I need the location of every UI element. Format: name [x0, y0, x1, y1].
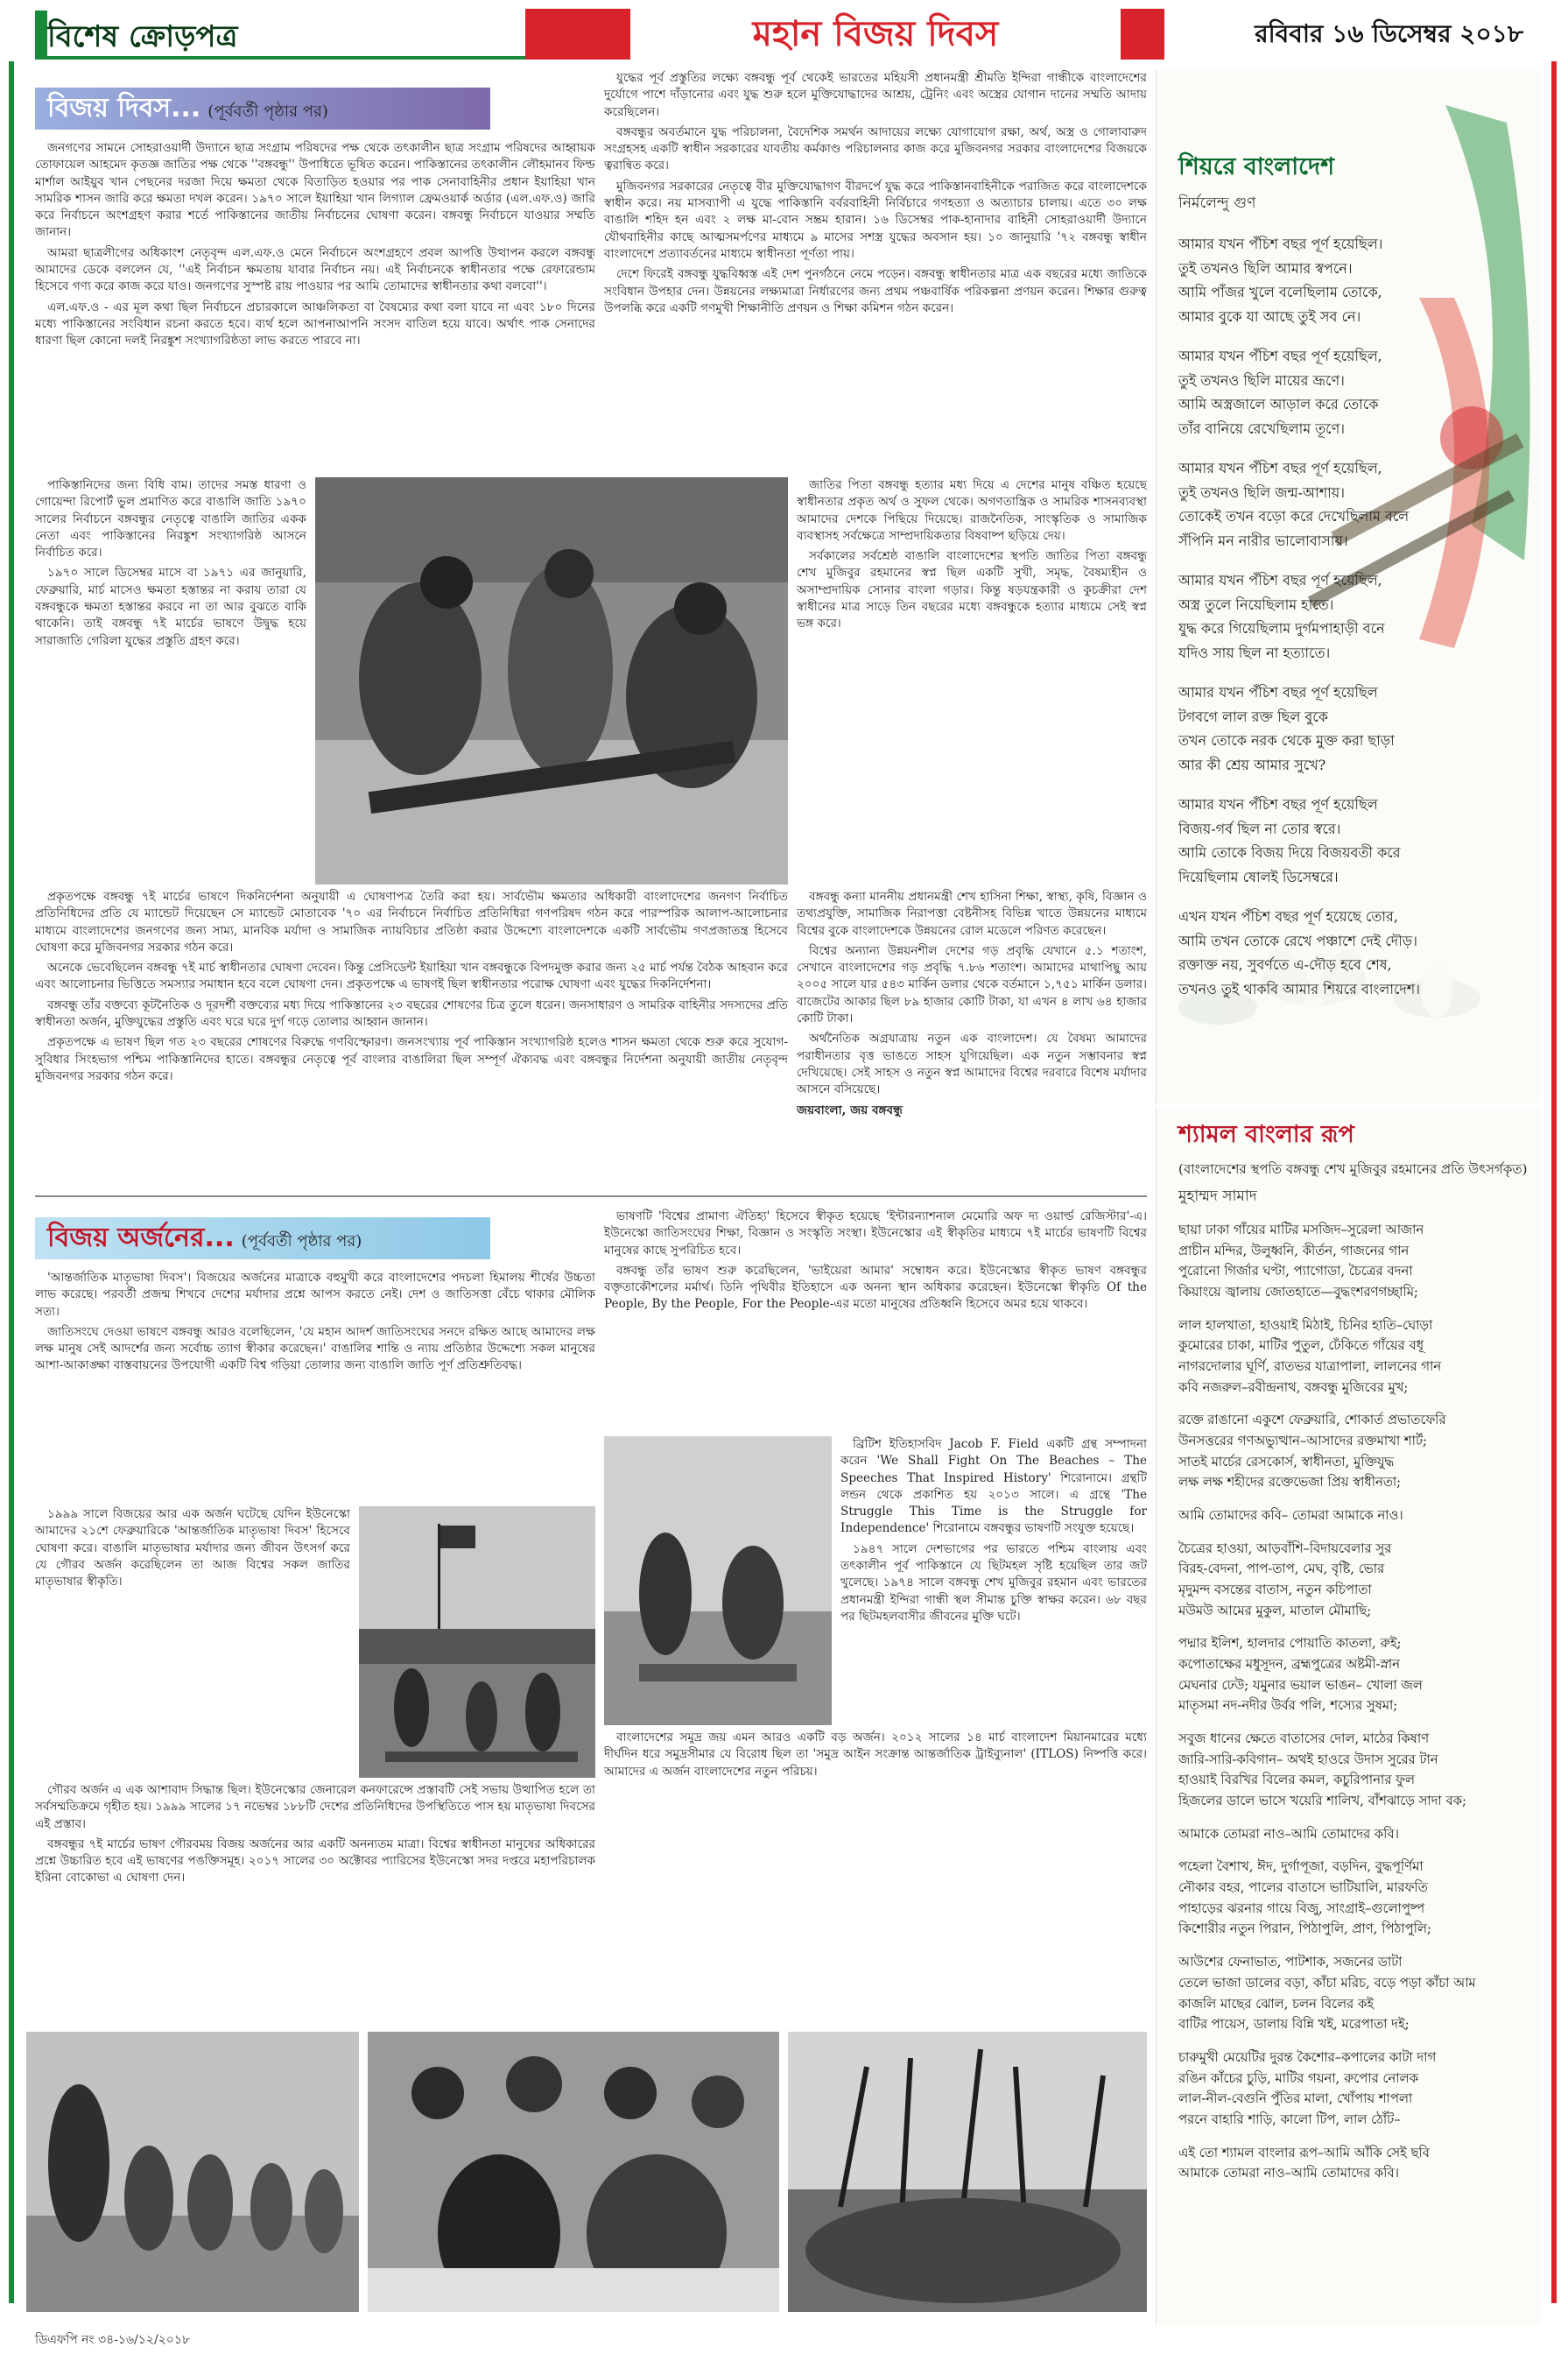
- poem-line: প্রাচীন মন্দির, উলুধ্বনি, কীর্তন, গাজনের গান: [1178, 1243, 1410, 1258]
- poem-line: নৌকার বহর, পালের বাতাসে ভাটিয়ালি, মারফতি: [1178, 1880, 1428, 1896]
- poem-stanza: [1178, 456, 1523, 553]
- article2-heading-bar: [35, 1217, 490, 1259]
- poem-line: তুই তখনও ছিলি জন্ম-আশায়।: [1178, 483, 1345, 501]
- poem-line: হাওয়াই বিরখির বিলের কমল, কচুরিপানার ফুল: [1178, 1773, 1415, 1788]
- poem-line: এই তো শ্যামল বাংলার রূপ–আমি আঁকি সেই ছবি: [1178, 2145, 1430, 2160]
- poem-line: পুরোনো গির্জার ঘণ্টা, প্যাগোডা, চৈত্রের বদনা: [1178, 1264, 1413, 1279]
- poem-line: মেঘনার ঢেউ; যমুনার ভয়াল ভাঙন– খোলা জল: [1178, 1677, 1423, 1693]
- poem-line: কিশোরীর নতুন পিরান, পিঠাপুলি, প্রাণ, পিঠাপুলি;: [1178, 1921, 1431, 1937]
- poem-line: টগবগে লাল রক্ত ছিল বুকে: [1178, 708, 1328, 725]
- poem-stanza: [1178, 1857, 1529, 1940]
- poem-line: আউশের ফেনাভাত, পাটশাক, সজনের ডাটা: [1178, 1955, 1403, 1970]
- poem-line: আমি পাঁজর খুলে বলেছিলাম তোকে,: [1178, 284, 1382, 301]
- poem-stanza: [1178, 1220, 1529, 1303]
- poem-line: মউমউ আমের মুকুল, মাতাল মৌমাছি;: [1178, 1603, 1372, 1618]
- article1-para: এল.এফ.ও - এর মূল কথা ছিল নির্বাচনে প্রচারকালে আঞ্চলিকতা বা বৈষম্যের কথা বলা যাবে না এবং ১৮০ দিনের মধ্যে পাকিস্তানের সংবিধান রচনা করতে হবে। ব্যর্থ হলে আপনাআপনি সংসদ বাতিল হয়ে যাবে। অর্থাৎ পাক সেনাদের ধারণা ছিল কোনো দলই নিরঙ্কুশ সংখ্যাগরিষ্ঠতা লাভ করতে পারবে না।: [35, 300, 595, 349]
- poem-line: আমাকে তোমরা নাও–আমি তোমাদের কবি।: [1178, 1826, 1399, 1842]
- photo-victory-rifles: [788, 2032, 1147, 2312]
- article2-col1-bottom: [35, 1782, 595, 2019]
- poem-stanza: [1178, 1729, 1529, 1812]
- article1-col1-bottom: [35, 889, 788, 1187]
- poem-stanza: [1178, 1824, 1529, 1845]
- article2-heading: বিজয় অর্জনের...: [47, 1223, 235, 1253]
- article2-col1-top: [35, 1270, 595, 1502]
- photo-war-scene: [604, 1436, 832, 1725]
- photo-freedom-fighters-weapons: [315, 477, 788, 885]
- section-divider: [35, 1195, 1147, 1197]
- poem-line: তখন তোকে নরক থেকে মুক্ত করা ছাড়া: [1178, 732, 1395, 750]
- poem-stanza: [1178, 568, 1523, 665]
- photo-prisoners-line: [26, 2032, 359, 2312]
- poem-stanza: [1178, 1410, 1529, 1493]
- poem-line: তুই তখনও ছিলি মায়ের ভ্রূণে।: [1178, 371, 1345, 389]
- article2-col2-bottom: [604, 1730, 1147, 2019]
- poem2-title: শ্যামল বাংলার রূপ: [1178, 1121, 1354, 1148]
- poem-line: আর কী শ্রেয় আমার সুখে?: [1178, 756, 1326, 773]
- poem-line: আমাকে তোমরা নাও–আমি তোমাদের কবি।: [1178, 2166, 1399, 2181]
- poem-stanza: [1178, 1952, 1529, 2035]
- footer-code: ডিএফপি নং ৩৪-১৬/১২/২০১৮: [35, 2333, 191, 2347]
- poem1-panel: [1156, 70, 1541, 1103]
- poem-line: বিরহ-বেদনা, পাপ-তাপ, মেঘ, বৃষ্টি, ভোর: [1178, 1561, 1385, 1577]
- poem-line: পদ্মার ইলিশ, হালদার পোয়াতি কাতলা, রুই;: [1178, 1636, 1402, 1652]
- poem-line: বাটির পায়েস, ডালায় বিন্নি খই, মরেপাতা দই;: [1178, 2017, 1410, 2033]
- poem-line: আমার যখন পঁচিশ বছর পূর্ণ হয়েছিল,: [1178, 348, 1382, 365]
- poem-line: চারুমুখী মেয়েটির দুরন্ত কৈশোর–কপালের কাটা দাগ: [1178, 2049, 1437, 2065]
- poem-line: ছায়া ঢাকা গাঁয়ের মাটির মসজিদ–সুরেলা আজান: [1178, 1223, 1424, 1237]
- poem-stanza: [1178, 1315, 1529, 1399]
- header-date: রবিবার ১৬ ডিসেম্বর ২০১৮: [1255, 19, 1523, 48]
- header-green-bar: [35, 11, 47, 58]
- poem-line: নাগরদোলার ঘূর্ণি, রাতভর যাত্রাপালা, লালনের গান: [1178, 1359, 1442, 1375]
- article1-para: বিশ্বের অন্যান্য উন্নয়নশীল দেশের গড় প্রবৃদ্ধি যেখানে ৫.১ শতাংশ, সেখানে বাংলাদেশের গড় প্রবৃদ্ধি ৭.৮৬ শতাংশ। আমাদের মাথাপিছু আয় ২০০৫ সালে যার ৫৪৩ মার্কিন ডলার থেকে বর্তমানে ১,৭৫১ মার্কিন ডলার। বাজেটের আকার ছিল ৮৯ হাজার কোটি টাকা, যা এখন ৪ লাখ ৬৪ হাজার কোটি টাকা।: [797, 943, 1147, 1026]
- header-section-label: বিশেষ ক্রোড়পত্র: [47, 19, 238, 54]
- article2-col2-beside-photo: [840, 1436, 1147, 1725]
- poem-line: সবুজ ধানের ক্ষেতে বাতাসের দোল, মাঠের কিষাণ: [1178, 1731, 1430, 1747]
- poem-line: পরনে বাহারি শাড়ি, কালো টিপ, লাল ঠোঁট–: [1178, 2111, 1401, 2127]
- poem-line: লাল হালখাতা, হাওয়াই মিঠাই, চিনির হাতি–ঘোড়া: [1178, 1317, 1433, 1333]
- poem-line: পাহাড়ের ঝরনার গায়ে বিজু, সাংগ্রাই–গুলোপুষ্প: [1178, 1900, 1424, 1916]
- article1-para: সর্বকালের সর্বশ্রেষ্ঠ বাঙালি বাংলাদেশের স্থপতি জাতির পিতা বঙ্গবন্ধু শেখ মুজিবুর রহমানের স্বপ্ন ছিল একটি সুখী, সমৃদ্ধ, বৈষম্যহীন ও অসাম্প্রদায়িক সোনার বাংলা গড়ার। কিন্তু ষড়যন্ত্রকারী ও কুচক্রীরা দেশ স্বাধীনের মাত্র সাড়ে তিন বছরের মধ্যে বঙ্গবন্ধুকে হত্যার মাধ্যমে সেই স্বপ্ন ভঙ্গ করে।: [797, 549, 1147, 631]
- article2-para: ব্রিটিশ ইতিহাসবিদ Jacob F. Field একটি গ্রন্থ সম্পাদনা করেন 'We Shall Fight On The Beaches – The Speeches That Inspired History' শিরোনামে। গ্রন্থটি লন্ডন থেকে প্রকাশিত হয় ২০১৩ সালে। এ গ্রন্থে 'The Struggle This Time is the Struggle for Independence' শিরোনামে বঙ্গবন্ধুর ভাষণটি সংযুক্ত হয়েছে।: [840, 1437, 1147, 1536]
- poem-line: লক্ষ লক্ষ শহীদের রক্তেভেজা প্রিয় স্বাধীনতা;: [1178, 1475, 1402, 1491]
- header-title-box: [630, 9, 1121, 60]
- article1-col2-beside-photo: [797, 477, 1147, 889]
- article1-para: জনগণের সামনে সোহরাওয়ার্দী উদ্যানে ছাত্র সংগ্রাম পরিষদের পক্ষ থেকে তৎকালীন ছাত্র সংগ্রাম পরিষদের আহ্বায়ক তোফায়েল আহমেদ কৃতজ্ঞ জাতির পক্ষ থেকে ''বঙ্গবন্ধু'' উপাধিতে ভূষিত করেন। পাকিস্তানের তৎকালীন লৌহমানব ফিল্ড মার্শাল আইয়ুব খান পেছনের দরজা দিয়ে ক্ষমতা থেকে বিতাড়িত হওয়ার পর পাক সেনাবাহিনীর প্রধান ইয়াহিয়া খান সামরিক শাসন জারি করে ক্ষমতা দখল করেন। ১৯৭০ সালে ইয়াহিয়া খান লিগ্যাল ফ্রেমওয়ার্ক অর্ডার (এল.এফ.ও) জারি করে নির্বাচনে অংশগ্রহণ করার শর্তে পাকিস্তানের জাতীয় নির্বাচনের ঘোষণা করেন। বঙ্গবন্ধু নির্বাচনে যাওয়ার সম্মতি জানান।: [35, 141, 595, 240]
- article1-para: অর্থনৈতিক অগ্রযাত্রায় নতুন এক বাংলাদেশ। যে বৈষম্য আমাদের পরাধীনতার বৃত্ত ভাঙতে সাহস যুগিয়েছিল। এক নতুন সম্ভাবনার স্বপ্ন দেখিয়েছে। সেই সাহস ও নতুন স্বপ্ন আমাদের বিশ্বের দরবারে বিশেষ মর্যাদার আসনে বসিয়েছে।: [797, 1032, 1147, 1097]
- poem-line: আমি তোমাদের কবি– তোমরা আমাকে নাও।: [1178, 1508, 1403, 1524]
- poem-line: রঙিন কাঁচের চুড়ি, মাটির গয়না, রুপোর নোলক: [1178, 2070, 1418, 2086]
- article1-para: দেশে ফিরেই বঙ্গবন্ধু যুদ্ধবিধ্বস্ত এই দেশ পুনর্গঠনে নেমে পড়েন। বঙ্গবন্ধু স্বাধীনতার মাত্র এক বছরের মধ্যে জাতিকে সংবিধান উপহার দেন। উন্নয়নের লক্ষ্যমাত্রা নির্ধারণের জন্য প্রথম পঞ্চবার্ষিক পরিকল্পনা প্রণয়ন করেন। শিক্ষার গুরুত্ব উপলব্ধি করে একটি গণমুখী শিক্ষানীতি প্রণয়ন ও শিক্ষা কমিশন গঠন করেন।: [604, 267, 1147, 315]
- poem-line: আমি তোকে বিজয় দিয়ে বিজয়বতী করে: [1178, 844, 1401, 862]
- article1-para: প্রকৃতপক্ষে বঙ্গবন্ধু ৭ই মার্চের ভাষণে দিকনির্দেশনা অনুযায়ী এ ঘোষণাপত্র তৈরি করা হয়। সার্বভৌম ক্ষমতার অধিকারী বাংলাদেশের জনগণ নির্বাচিত প্রতিনিধিদের প্রতি যে ম্যান্ডেট দিয়েছেন সে ম্যান্ডেট মোতাবেক '৭০ এর নির্বাচনে নির্বাচিত প্রতিনিধিরা গণপরিষদ গঠন করে পারস্পরিক আলাপ-আলোচনার মাধ্যমে বাংলাদেশের জনগণের জন্য সাম্য, মানবিক মর্যাদা ও সামাজিক ন্যায়বিচার প্রতিষ্ঠা করার উদ্দেশ্যে বাংলাদেশকে একটি সার্বভৌম গণপ্রজাতন্ত্র হিসেবে ঘোষণা করে মুজিবনগর সরকার গঠন করে।: [35, 890, 788, 955]
- poem-line: কুমোরের চাকা, মাটির পুতুল, ঢেঁকিতে গাঁয়ের বধূ: [1178, 1338, 1424, 1354]
- article2-para: বঙ্গবন্ধুর ৭ই মার্চের ভাষণ গৌরবময় বিজয় অর্জনের আর একটি অনন্যতম মাত্রা। বিশ্বের স্বাধীনতা মানুষের অধিকারের প্রশ্নে উচ্চারিত হবে এই ভাষণের পঙক্তিসমূহ। ২০১৭ সালের ৩০ অক্টোবর প্যারিসের ইউনেস্কো সদর দপ্তরে মহাপরিচালক ইরিনা বোকোভা এ ঘোষণা দেন।: [35, 1836, 595, 1885]
- article2-para: ১৯৪৭ সালে দেশভাগের পর ভারতে পশ্চিম বাংলায় এবং তৎকালীন পূর্ব পাকিস্তানে যে ছিটমহল সৃষ্টি হয়েছিল তার জট খুলেছে। ১৯৭৪ সালে বঙ্গবন্ধু শেখ মুজিবুর রহমান এবং ভারতের প্রধানমন্ত্রী ইন্দিরা গান্ধী স্থল সীমান্ত চুক্তি স্বাক্ষর করেন। ৬৮ বছর পর ছিটমহলবাসীর জীবনের মুক্তি ঘটে।: [840, 1541, 1147, 1624]
- poem-line: এখন যখন পঁচিশ বছর পূর্ণ হয়েছে তোর,: [1178, 908, 1398, 926]
- poem-line: পহেলা বৈশাখ, ঈদ, দুর্গাপূজা, বড়দিন, বুদ্ধপূর্ণিমা: [1178, 1859, 1424, 1875]
- article1-para: জাতির পিতা বঙ্গবন্ধু হত্যার মধ্য দিয়ে এ দেশের মানুষ বঞ্চিত হয়েছে স্বাধীনতার প্রকৃত অর্থ ও সুফল থেকে। অগণতান্ত্রিক ও সামরিক শাসনব্যবস্থা আমাদের দেশকে পিছিয়ে দিয়েছে। রাজনৈতিক, সাংস্কৃতিক ও সামাজিক ব্যবস্থাসহ সর্বক্ষেত্রে সাম্প্রদায়িকতার বিষবাষ্প ছড়িয়ে দেয়।: [797, 478, 1147, 543]
- poem-line: কবি নজরুল–রবীন্দ্রনাথ, বঙ্গবন্ধু মুজিবের মুখ;: [1178, 1379, 1409, 1395]
- poem-stanza: [1178, 344, 1523, 440]
- article1-col2-top: [604, 70, 1147, 473]
- article1-col2-bottom: [797, 889, 1147, 1178]
- poem-line: আমার বুকে যা আছে তুই সব নে।: [1178, 307, 1361, 325]
- article1-para: ১৯৭০ সালে ডিসেম্বর মাসে বা ১৯৭১ এর জানুয়ারি, ফেব্রুয়ারি, মার্চ মাসেও ক্ষমতা হস্তান্তর না করায় তারা যে বঙ্গবন্ধুকে ক্ষমতা হস্তান্তর করবে না তা আর বুঝতে বাকি থাকেনি। তাই বঙ্গবন্ধু ৭ই মার্চের ভাষণে উদ্বুদ্ধ হয়ে সারাজাতি গেরিলা যুদ্ধের প্রস্তুতি গ্রহণ করে।: [35, 566, 306, 648]
- poem-line: চৈত্রের হাওয়া, আড়বাঁশি–বিদায়বেলার সুর: [1178, 1540, 1392, 1556]
- poem-line: আমার যখন পঁচিশ বছর পূর্ণ হয়েছিল,: [1178, 572, 1382, 589]
- article1-continued: (পূর্ববর্তী পৃষ্ঠার পর): [207, 102, 328, 121]
- poem-stanza: [1178, 680, 1523, 777]
- article1-heading: বিজয় দিবস...: [47, 93, 201, 123]
- article1-heading-bar: [35, 88, 490, 130]
- poem-line: তেলে ভাজা ডালের বড়া, কাঁচা মরিচ, বড়ে পড়া কাঁচা আম: [1178, 1975, 1476, 1991]
- poem-line: উনসত্তরের গণঅভ্যুত্থান–আসাদের রক্তমাখা শার্ট;: [1178, 1434, 1427, 1449]
- poem1-body: [1178, 232, 1523, 1001]
- poem-stanza: [1178, 2143, 1529, 2184]
- poem2-body: [1178, 1220, 1529, 2184]
- poem-stanza: [1178, 905, 1523, 1001]
- article1-para: প্রকৃতপক্ষে এ ভাষণ ছিল গত ২৩ বছরের শোষণের বিরুদ্ধে গণবিস্ফোরণ। জনসংখ্যায় পূর্ব পাকিস্তান সংখ্যাগরিষ্ঠ হলেও শাসন ক্ষমতা থেকে শুরু করে সুযোগ-সুবিধার সিংহভাগ পশ্চিম পাকিস্তানিদের হাতে। বঙ্গবন্ধুর নেতৃত্বে পূর্ব বাংলার বাঙালিরা ছিল সম্পূর্ণ ঐক্যবদ্ধ এবং বঙ্গবন্ধুর নির্দেশনা অনুযায়ী জাতীয় নেতৃবৃন্দ মুজিবনগর সরকার গঠন করে।: [35, 1035, 788, 1083]
- poem-line: সঁপিনি মন নারীর ভালোবাসায়।: [1178, 532, 1348, 549]
- poem2-panel: [1156, 1108, 1541, 2325]
- poem-line: দিয়েছিলাম ষোলই ডিসেম্বরে।: [1178, 868, 1339, 885]
- poem-line: তোকেই তখন বড়ো করে দেখেছিলাম বলে: [1178, 508, 1410, 525]
- article2-col2-top: [604, 1209, 1147, 1427]
- poem-stanza: [1178, 1505, 1529, 1526]
- article1-para: বঙ্গবন্ধু কন্যা মাননীয় প্রধানমন্ত্রী শেখ হাসিনা শিক্ষা, স্বাস্থ্য, কৃষি, বিজ্ঞান ও তথ্যপ্রযুক্তি, সামাজিক নিরাপত্তা বেষ্টনীসহ বিভিন্ন খাতে উন্নয়নের মাধ্যমে বিশ্বের বুকে বাংলাদেশকে উন্নয়নের রোল মডেলে পরিণত করেছেন।: [797, 890, 1147, 938]
- header-title: মহান বিজয় দিবস: [752, 14, 999, 54]
- article1-para: অনেকে ভেবেছিলেন বঙ্গবন্ধু ৭ই মার্চ স্বাধীনতার ঘোষণা দেবেন। কিন্তু প্রেসিডেন্ট ইয়াহিয়া খান বঙ্গবন্ধুকে বিপদমুক্ত করার জন্য ২৫ মার্চ পর্যন্ত বৈঠক আহবান করে এবং আলোচনার ভিত্তিতে সমস্যার সমাধান হবে বলে ঘোষণা দেন। প্রকৃতপক্ষে এ ভাষণই ছিল স্বাধীনতার পরোক্ষ ঘোষণা এবং যুদ্ধের দিকনির্দেশনা।: [35, 961, 788, 992]
- poem1-author: নির্মলেন্দু গুণ: [1178, 194, 1256, 212]
- poem-line: সাতই মার্চের রেসকোর্স, স্বাধীনতা, মুক্তিযুদ্ধ: [1178, 1454, 1395, 1469]
- poem-line: কিয়াংয়ে জ্বালায় জোতহাতে—বুদ্ধংশরণগচ্ছামি;: [1178, 1285, 1418, 1300]
- poem2-subtitle: (বাংলাদেশের স্থপতি বঙ্গবন্ধু শেখ মুজিবুর রহমানের প্রতি উৎসর্গকৃত): [1178, 1161, 1528, 1177]
- poem-line: আমার যখন পঁচিশ বছর পূর্ণ হয়েছিল,: [1178, 460, 1382, 477]
- article2-para: বঙ্গবন্ধু তাঁর ভাষণ শুরু করেছিলেন, 'ভাইয়েরা আমার' সম্বোধন করে। ইউনেস্কোর স্বীকৃত ভাষণ বঙ্গবন্ধুর বক্তৃতাকৌশলের মর্মার্থ। তিনি পৃথিবীর ইতিহাসে এক অনন্য স্থান অধিকার করেছেন। ইউনেস্কো স্বীকৃতি Of the People, By the People, For the People-এর মতো মানুষের প্রতিধ্বনি হিসেবে অমর হয়ে থাকবে।: [604, 1263, 1147, 1312]
- poem-line: আমার যখন পঁচিশ বছর পূর্ণ হয়েছিল: [1178, 796, 1378, 814]
- article1-para: যুদ্ধের পূর্ব প্রস্তুতির লক্ষ্যে বঙ্গবন্ধু পূর্ব থেকেই ভারতের মহিয়সী প্রধানমন্ত্রী শ্রীমতি ইন্দিরা গান্ধীকে বাংলাদেশের দুর্যোগে পাশে দাঁড়ানোর এবং যুদ্ধ শুরু হলে মুক্তিযোদ্ধাদের আশ্রয়, ট্রেনিং এবং অস্ত্রের যোগান দানের সম্মতি আদায় করেছিলেন।: [604, 71, 1147, 119]
- article2-para: গৌরব অর্জন এ এক আশাবাদ সিদ্ধান্ত ছিল। ইউনেস্কোর জেনারেল কনফারেন্সে প্রস্তাবটি সেই সভায় উত্থাপিত হলে তা সর্বসম্মতিক্রমে গৃহীত হয়। ১৯৯৯ সালের ১৭ নভেম্বর ১৮৮টি দেশের প্রতিনিধিদের উপস্থিতিতে পাস হয় মাতৃভাষা দিবসের এই প্রস্তাব।: [35, 1783, 595, 1831]
- header-date-box: [1164, 9, 1532, 60]
- article1-col1-beside-photo: [35, 477, 306, 836]
- article2-para: ১৯৯৯ সালে বিজয়ের আর এক অর্জন ঘটেছে যেদিন ইউনেস্কো আমাদের ২১শে ফেব্রুয়ারিকে 'আন্তর্জাতিক মাতৃভাষা দিবস' হিসেবে ঘোষণা করে। বাঙালি মাতৃভাষার মর্যাদার জন্য জীবন উৎসর্গ করে যে গৌরব অর্জন করেছিলেন তা আজ বিশ্বের সকল জাতির মাতৃভাষার স্বীকৃতি।: [35, 1507, 350, 1589]
- poem-line: রক্তে রাঙানো একুশে ফেব্রুয়ারি, শোকার্ত প্রভাতফেরি: [1178, 1413, 1446, 1428]
- poem-line: হিজলের ডালে ভাসে খয়েরি শালিখ, বাঁশঝাড়ে সাদা বক;: [1178, 1794, 1466, 1809]
- poem-line: মাতৃসমা নদ-নদীর উর্বর পলি, শস্যের সুষমা;: [1178, 1698, 1398, 1714]
- article1-para: বঙ্গবন্ধুর অবর্তমানে যুদ্ধ পরিচালনা, বৈদেশিক সমর্থন আদায়ের লক্ষ্যে যোগাযোগ রক্ষা, অর্থ, অস্ত্র ও গোলাবারুদ সংগ্রহসহ একটি স্বাধীন সরকারের যাবতীয় কর্মকাণ্ড পরিচালনার কাজ করে মুজিবনগর সরকার বাংলাদেশের বিজয়কে ত্বরান্বিত করে।: [604, 124, 1147, 173]
- poem-stanza: [1178, 793, 1523, 889]
- article1-para: আমরা ছাত্রলীগের অধিকাংশ নেতৃবৃন্দ এল.এফ.ও মেনে নির্বাচনে অংশগ্রহণে প্রবল আপত্তি উত্থাপন করলে বঙ্গবন্ধু আমাদের ডেকে বললেন যে, ''এই নির্বাচন ক্ষমতায় যাবার নির্বাচন নয়। এই নির্বাচনকে স্বাধীনতার পক্ষে রেফারেন্ডাম হিসেবে গণ্য করে কাজ করে যাও। জনগণের সুস্পষ্ট রায় পাওয়ার পর আমি তোমাদের স্বাধীনতার কথা বলবো''।: [35, 245, 595, 294]
- poem2-author: মুহাম্মদ সামাদ: [1178, 1188, 1257, 1205]
- header-section-label-box: [35, 9, 525, 60]
- poem-stanza: [1178, 232, 1523, 328]
- poem-stanza: [1178, 1539, 1529, 1622]
- poem-line: জারি-সারি-কবিগান– অথই হাওরে উদাস সুরের টান: [1178, 1751, 1438, 1767]
- article1-para: মুজিবনগর সরকারের নেতৃত্বে বীর মুক্তিযোদ্ধাগণ বীরদর্পে যুদ্ধ করে পাকিস্তানবাহিনীকে পরাজিত করে বাংলাদেশকে স্বাধীন করে। নয় মাসব্যাপী এ যুদ্ধে পাকিস্তানি বর্বরবাহিনী নির্বিচারে গণহত্যা ও অত্যাচার চালায়। এতে ৩০ লক্ষ বাঙালি শহিদ হন এবং ২ লক্ষ মা-বোন সম্ভ্রম হারান। ১৬ ডিসেম্বর পাক-হানাদার বাহিনী সোহরাওয়ার্দী উদ্যানে যৌথবাহিনীর কাছে আত্মসমর্পণের মাধ্যমে ৯ মাসের সশস্ত্র যুদ্ধের অবসান হয়। ১০ জানুয়ারি '৭২ বঙ্গবন্ধু স্বাধীন বাংলাদেশে প্রত্যাবর্তনের মাধ্যমে স্বাধীনতা পূর্ণতা পায়।: [604, 179, 1147, 261]
- left-green-rule: [9, 61, 14, 2303]
- poem-line: তুই তখনও ছিলি আমার স্বপনে।: [1178, 259, 1353, 277]
- poem-line: আমার যখন পঁচিশ বছর পূর্ণ হয়েছিল: [1178, 684, 1378, 701]
- poem-line: তাঁর বানিয়ে রেখেছিলাম তূণে।: [1178, 419, 1346, 437]
- poem-line: আমি তখন তোকে রেখে পঞ্চাশে দেই দৌড়।: [1178, 932, 1417, 949]
- article2-para: ভাষণটি 'বিশ্বের প্রামাণ্য ঐতিহ্য' হিসেবে স্বীকৃত হয়েছে 'ইন্টারন্যাশনাল মেমোরি অফ দ্য ওয়ার্ল্ড রেজিস্টার'-এ। ইউনেস্কো জাতিসংঘের শিক্ষা, বিজ্ঞান ও সংস্কৃতি সংস্থা। ইউনেস্কোর এই স্বীকৃতির মাধ্যমে ৭ই মার্চের ভাষণটি বিশ্বের মানুষের কাছে সুপরিচিত হবে।: [604, 1209, 1147, 1258]
- article1-para: পাকিস্তানিদের জন্য বিধি বাম। তাদের সমস্ত ধারণা ও গোয়েন্দা রিপোর্ট ভুল প্রমাণিত করে বাঙালি জাতি ১৯৭০ সালের নির্বাচনে বঙ্গবন্ধুর নেতৃত্বে বাঙালি জাতির একক নেতা এবং পাকিস্তানের নিরঙ্কুশ সংখ্যাগরিষ্ঠ আসনে নির্বাচিত করে।: [35, 478, 306, 560]
- right-red-rule: [1551, 61, 1557, 2303]
- poem-stanza: [1178, 1633, 1529, 1716]
- poem-line: অস্ত্র তুলে নিয়েছিলাম হাতে।: [1178, 596, 1334, 613]
- poem-line: কপোতাক্ষের মধুসূদন, ব্রহ্মপুত্রের অষ্টমী-স্নান: [1178, 1657, 1400, 1673]
- article2-para: বাংলাদেশের সমুদ্র জয় এমন আরও একটি বড় অর্জন। ২০১২ সালের ১৪ মার্চ বাংলাদেশ মিয়ানমারের মধ্যে দীর্ঘদিন ধরে সমুদ্রসীমার যে বিরোধ ছিল তা 'সমুদ্র আইন সংক্রান্ত আন্তর্জাতিক ট্রাইব্যুনাল' (ITLOS) নিষ্পত্তি করে। আমাদের এ অর্জন বাংলাদেশের নতুন পরিচয়।: [604, 1730, 1147, 1779]
- article2-continued: (পূর্ববর্তী পৃষ্ঠার পর): [241, 1232, 362, 1251]
- poem-line: তখনও তুই থাকবি আমার শিয়রে বাংলাদেশ।: [1178, 980, 1420, 997]
- article1-col1-top: [35, 140, 595, 473]
- poem-line: লাল-নীল-বেগুনি পুঁতির মালা, খোঁপায় শাপলা: [1178, 2091, 1413, 2107]
- poem-line: মৃদুমন্দ বসন্তের বাতাস, নতুন কচিপাতা: [1178, 1582, 1372, 1598]
- photo-flag-hoisting: [359, 1506, 595, 1778]
- photo-surrender-signing: [368, 2032, 779, 2312]
- poem-line: আমি অস্ত্রজালে আড়াল করে তোকে: [1178, 396, 1379, 413]
- article2-para: 'আন্তর্জাতিক মাতৃভাষা দিবস'। বিজয়ের অর্জনের মাত্রাকে বহুমুখী করে বাংলাদেশের পদচলা হিমালয় শীর্ষের উচ্চতা লাভ করেছে। পরবর্তী প্রজন্ম শিখবে দেশের মর্যাদার প্রশ্নে আপস করতে নেই। দেশ ও জাতিসত্তা বেঁচে থাকার মৌলিক সত্য।: [35, 1271, 595, 1319]
- poem-line: যদিও সায় ছিল না হত্যাতে।: [1178, 644, 1331, 661]
- article1-signoff: জয়বাংলা, জয় বঙ্গবন্ধু: [797, 1103, 903, 1117]
- article2-para: জাতিসংঘে দেওয়া ভাষণে বঙ্গবন্ধু আরও বলেছিলেন, 'যে মহান আদর্শ জাতিসংঘের সনদে রক্ষিত আছে আমাদের লক্ষ লক্ষ মানুষ সেই আদর্শের জন্য সর্বোচ্চ ত্যাগ স্বীকার করেছেন।' বাঙালির শান্তি ও ন্যায় প্রতিষ্ঠার উদ্দেশ্যে সকল মানুষের আশা-আকাঙ্ক্ষা বাস্তবায়নের উপযোগী একটি বিশ্ব গড়িয়া তোলার জন্য বাঙালি জাতি পূর্ণ প্রতিশ্রুতিবদ্ধ।: [35, 1324, 595, 1373]
- poem-stanza: [1178, 2047, 1529, 2131]
- poem-line: রক্তাক্ত নয়, সুবর্ণতে এ-দৌড় হবে শেষ,: [1178, 956, 1392, 974]
- poem-line: আমার যখন পঁচিশ বছর পূর্ণ হয়েছিল।: [1178, 236, 1383, 252]
- poem-line: কাজলি মাছের ঝোল, চলন বিলের কই: [1178, 1996, 1374, 2012]
- poem1-title: শিয়রে বাংলাদেশ: [1178, 153, 1335, 180]
- article1-para: বঙ্গবন্ধু তাঁর বক্তব্যে কূটনৈতিক ও দূরদর্শী বক্তব্যের মধ্য দিয়ে পাকিস্তানের ২৩ বছরের শোষণের চিত্র তুলে ধরেন। জনসাধারণ ও সামরিক বাহিনীর সদস্যদের প্রতি স্বাধীনতা অর্জন, মুক্তিযুদ্ধের প্রস্তুতি এবং ঘরে ঘরে দুর্গ গড়ে তোলার আহ্বান জানান।: [35, 997, 788, 1030]
- article2-col1-beside-photo: [35, 1506, 350, 1778]
- poem-line: যুদ্ধ করে গিয়েছিলাম দুর্গমপাহাড়ী বনে: [1178, 620, 1385, 638]
- poem-line: বিজয়-গর্ব ছিল না তোর স্বরে।: [1178, 820, 1341, 837]
